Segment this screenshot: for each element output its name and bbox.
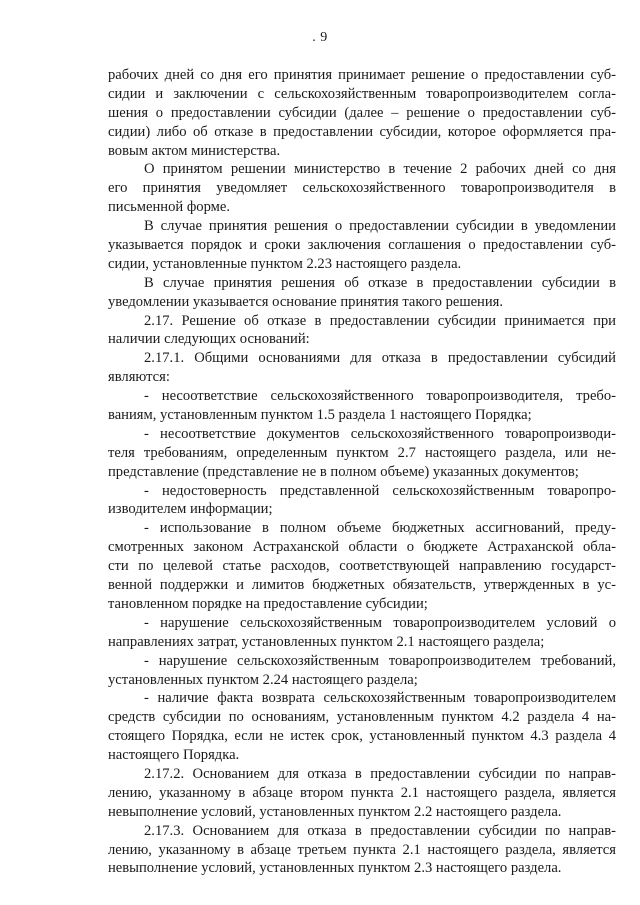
text-line: - нарушение сельскохозяйственным товаропроизводителем условий о	[144, 614, 616, 631]
text-line: 2.17.3. Основанием для отказа в предоставлении субсидии по направ-	[144, 822, 616, 839]
text-line: шения о предоставлении субсидии (далее – решение о предоставлении суб-	[108, 104, 616, 121]
text-line: - несоответствие сельскохозяйственного товаропроизводителя, требо-	[144, 388, 616, 405]
document-body	[108, 66, 616, 878]
text-line: указывается порядок и сроки заключения соглашения о предоставлении суб-	[108, 237, 616, 254]
text-line: 2.17.2. Основанием для отказа в предоставлении субсидии по направ-	[144, 765, 616, 782]
text-line: смотренных законом Астраханской области о бюджете Астраханской обла-	[108, 539, 616, 556]
text-line: сидии и заключении с сельскохозяйственным товаропроизводителем согла-	[108, 85, 616, 102]
text-line: средств субсидии по основаниям, установленным пунктом 4.2 раздела 4 на-	[108, 709, 616, 726]
text-line: тановленном порядке на предоставление субсидии;	[108, 595, 428, 612]
text-line: ваниям, установленным пунктом 1.5 раздела 1 настоящего Порядка;	[108, 407, 532, 424]
text-line: - наличие факта возврата сельскохозяйственным товаропроизводителем	[144, 690, 616, 707]
text-line: 2.17.1. Общими основаниями для отказа в предоставлении субсидий	[144, 350, 616, 367]
text-line: В случае принятия решения об отказе в предоставлении субсидии в	[144, 274, 616, 291]
text-line: представление (представление не в полном объеме) указанных документов;	[108, 463, 579, 480]
text-line: невыполнение условий, установленных пунктом 2.2 настоящего раздела.	[108, 803, 562, 820]
text-line: стоящего Порядка, если не истек срок, установленный пунктом 4.3 раздела 4	[108, 728, 616, 745]
text-line: направлениях затрат, установленных пунктом 2.1 настоящего раздела;	[108, 633, 545, 650]
text-line: изводителем информации;	[108, 501, 273, 518]
text-line: его принятия уведомляет сельскохозяйственного товаропроизводителя в	[108, 180, 616, 197]
scan-dot-mark: .	[312, 30, 317, 45]
text-line: установленных пунктом 2.24 настоящего раздела;	[108, 671, 418, 688]
text-line: - несоответствие документов сельскохозяйственного товаропроизводи-	[144, 425, 616, 442]
text-line: лению, указанному в абзаце третьем пункта 2.1 настоящего раздела, является	[108, 841, 616, 858]
text-line: сидии, установленные пунктом 2.23 настоящего раздела.	[108, 255, 462, 272]
text-line: лению, указанному в абзаце втором пункта 2.1 настоящего раздела, является	[108, 784, 616, 801]
text-line: вовым актом министерства.	[108, 142, 281, 159]
text-line: - использование в полном объеме бюджетных ассигнований, преду-	[144, 520, 616, 537]
text-line: В случае принятия решения о предоставлении субсидии в уведомлении	[144, 218, 616, 235]
text-line: венной поддержки и лимитов бюджетных обязательств, утвержденных в ус-	[108, 577, 616, 594]
text-line: невыполнение условий, установленных пунктом 2.3 настоящего раздела.	[108, 860, 562, 877]
text-line: 2.17. Решение об отказе в предоставлении субсидии принимается при	[144, 312, 616, 329]
text-line: уведомлении указывается основание принятия такого решения.	[108, 293, 504, 310]
page-number	[0, 30, 640, 46]
text-line: являются:	[108, 369, 170, 386]
page-number-text: 9	[320, 30, 328, 45]
text-line: сидии) либо об отказе в предоставлении субсидии, которое оформляется пра-	[108, 123, 616, 140]
text-line: теля требованиям, определенным пунктом 2.7 настоящего раздела, или не-	[108, 444, 616, 461]
text-line: настоящего Порядка.	[108, 747, 240, 764]
text-line: - недостоверность представленной сельскохозяйственным товаропро-	[144, 482, 616, 499]
text-line: сти по целевой статье расходов, соответствующей направлению государст-	[108, 558, 616, 575]
text-line: рабочих дней со дня его принятия принимает решение о предоставлении суб-	[108, 67, 616, 83]
text-line: письменной форме.	[108, 199, 231, 216]
text-line: наличии следующих оснований:	[108, 331, 310, 348]
text-line: - нарушение сельскохозяйственным товаропроизводителем требований,	[144, 652, 616, 669]
text-line: О принятом решении министерство в течение 2 рабочих дней со дня	[144, 161, 616, 178]
